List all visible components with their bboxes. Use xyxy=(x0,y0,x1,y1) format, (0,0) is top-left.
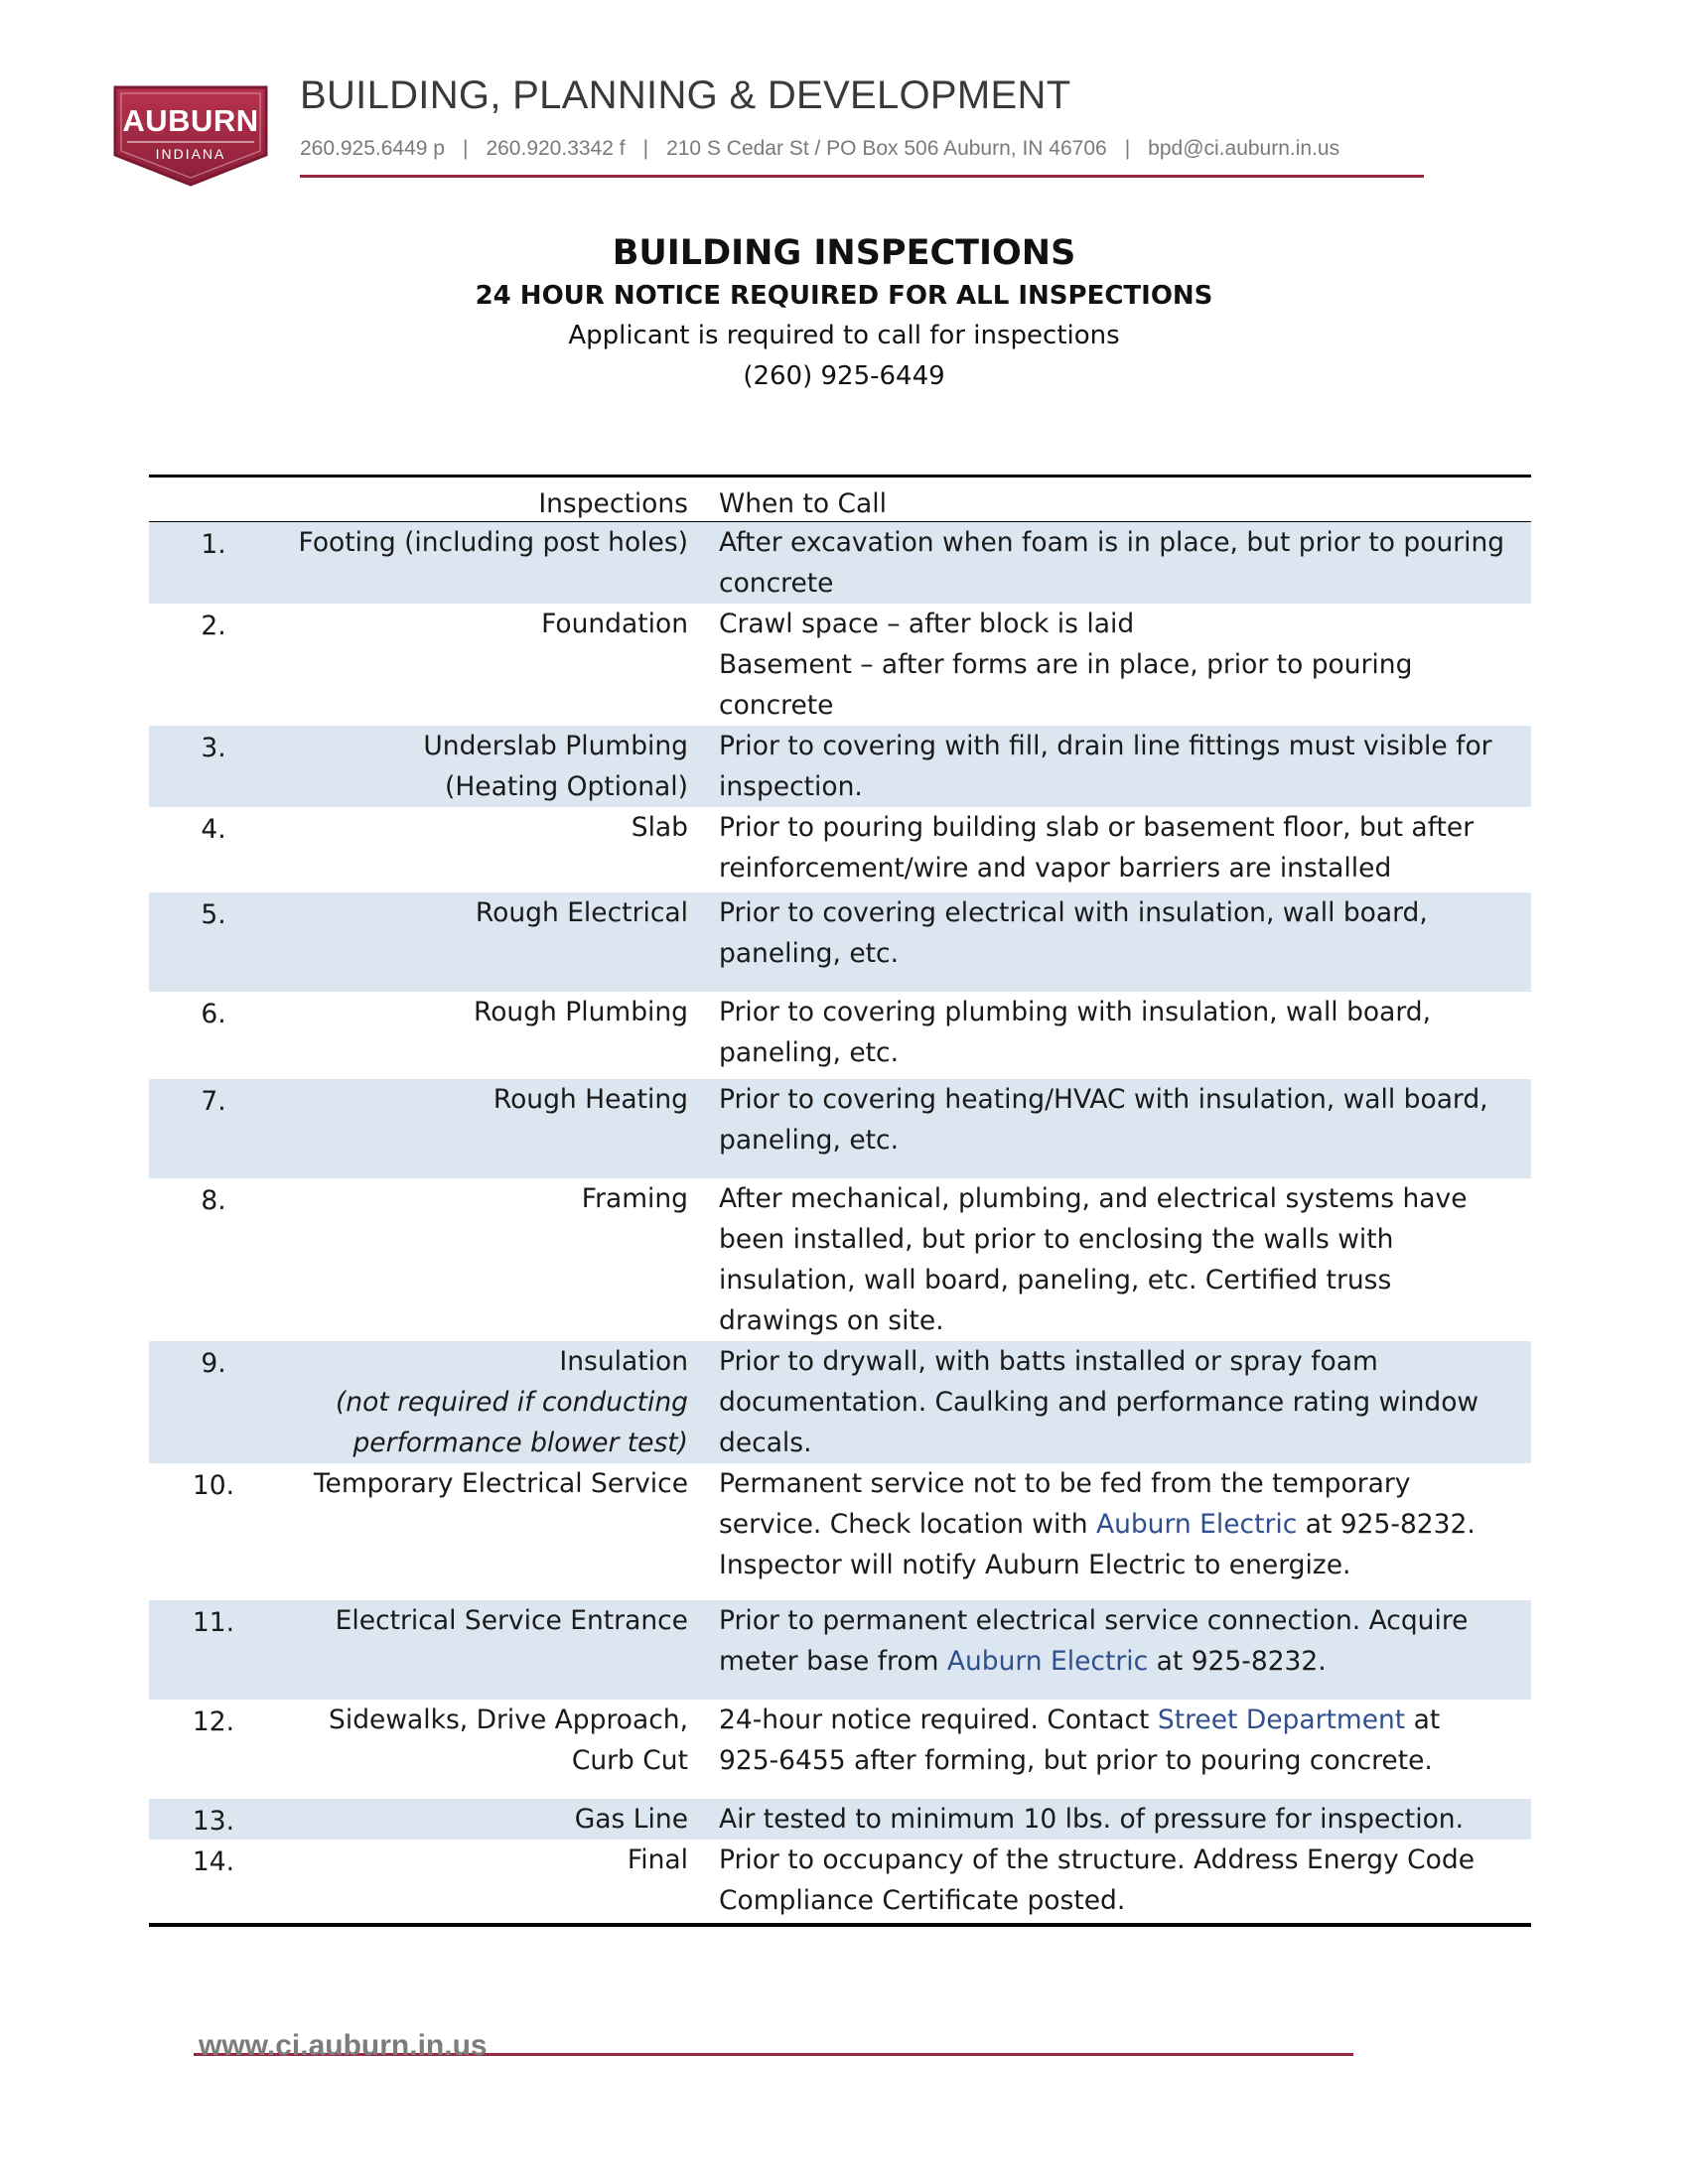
row-number: 14. xyxy=(192,1846,235,1877)
when-text: After mechanical, plumbing, and electrical systems have xyxy=(719,1183,1468,1214)
auburn-electric-link[interactable]: Auburn Electric xyxy=(1095,1509,1298,1540)
fax-number: 260.920.3342 f xyxy=(486,137,626,160)
logo-wordmark: AUBURN xyxy=(122,103,259,138)
when-text: concrete xyxy=(719,690,834,721)
inspection-name: Rough Heating xyxy=(492,1084,688,1115)
table-row xyxy=(149,726,1531,807)
when-text xyxy=(719,1641,1517,1682)
row-number: 8. xyxy=(201,1185,226,1216)
title-block xyxy=(0,230,1688,397)
department-name: BUILDING, PLANNING & DEVELOPMENT xyxy=(300,73,1071,117)
when-text: paneling, etc. xyxy=(719,1125,900,1156)
when-text: Prior to drywall, with batts installed or spray foam xyxy=(719,1346,1378,1377)
inspection-name: Final xyxy=(627,1844,688,1875)
table-row xyxy=(149,1799,1531,1840)
when-text: Prior to permanent electrical service connection. Acquire xyxy=(719,1605,1469,1636)
row-number: 3. xyxy=(201,733,226,763)
when-text: 925-6455 after forming, but prior to pouring concrete. xyxy=(719,1745,1433,1776)
when-text-part: meter base from xyxy=(719,1646,947,1677)
when-text xyxy=(719,1504,1517,1545)
row-number: 7. xyxy=(201,1086,226,1117)
when-text: paneling, etc. xyxy=(719,1037,900,1068)
address: 210 S Cedar St / PO Box 506 Auburn, IN 46706 xyxy=(666,137,1107,160)
when-text: Inspector will notify Auburn Electric to energize. xyxy=(719,1550,1351,1580)
inspection-name: Insulation xyxy=(559,1346,688,1377)
row-number: 12. xyxy=(192,1706,235,1737)
inspection-name: Electrical Service Entrance xyxy=(335,1605,688,1636)
inspection-name: Framing xyxy=(581,1183,688,1214)
inspection-name: Footing (including post holes) xyxy=(298,527,688,558)
inspection-name: Rough Plumbing xyxy=(473,997,688,1027)
when-text: been installed, but prior to enclosing the walls with xyxy=(719,1224,1394,1255)
when-text-part: at xyxy=(1405,1705,1441,1735)
when-text: reinforcement/wire and vapor barriers are installed xyxy=(719,853,1392,884)
table-row xyxy=(149,1463,1531,1600)
instruction-text: Applicant is required to call for inspections xyxy=(568,321,1120,350)
inspection-name: Underslab Plumbing xyxy=(423,731,688,761)
row-number: 9. xyxy=(201,1348,226,1379)
row-number: 6. xyxy=(201,999,226,1029)
inspection-phone: (260) 925-6449 xyxy=(743,361,945,391)
when-text: Prior to covering electrical with insulation, wall board, xyxy=(719,897,1428,928)
table-row xyxy=(149,604,1531,726)
document-subtitle: 24 HOUR NOTICE REQUIRED FOR ALL INSPECTIONS xyxy=(475,281,1213,311)
table-row xyxy=(149,1178,1531,1341)
inspection-note: (not required if conducting xyxy=(335,1387,688,1418)
when-text-part: at 925-8232. xyxy=(1148,1646,1327,1677)
table-row xyxy=(149,1079,1531,1178)
when-text-part: 24-hour notice required. Contact xyxy=(719,1705,1158,1735)
when-text: Air tested to minimum 10 lbs. of pressure for inspection. xyxy=(719,1804,1464,1835)
when-text: Prior to covering plumbing with insulation, wall board, xyxy=(719,997,1432,1027)
table-row xyxy=(149,992,1531,1079)
document-title: BUILDING INSPECTIONS xyxy=(612,233,1076,273)
footer-website-link[interactable]: www.ci.auburn.in.us xyxy=(199,2029,488,2062)
inspection-name: Curb Cut xyxy=(571,1745,688,1776)
table-row xyxy=(149,1700,1531,1799)
inspection-name: Gas Line xyxy=(574,1804,688,1835)
table-row xyxy=(149,1600,1531,1700)
when-text: Prior to covering with fill, drain line fittings must visible for xyxy=(719,731,1492,761)
inspection-name: Slab xyxy=(631,812,688,843)
email-address[interactable]: bpd@ci.auburn.in.us xyxy=(1148,137,1340,160)
letterhead-rule xyxy=(300,175,1424,178)
row-number: 1. xyxy=(201,529,226,560)
street-department-link[interactable]: Street Department xyxy=(1157,1705,1406,1735)
inspection-name: Rough Electrical xyxy=(475,897,688,928)
when-text: decals. xyxy=(719,1428,812,1458)
separator: | xyxy=(642,137,649,160)
when-text: Compliance Certificate posted. xyxy=(719,1885,1126,1916)
inspections-table xyxy=(149,475,1531,1927)
header-inspections: Inspections xyxy=(538,488,688,519)
when-text-part: service. Check location with xyxy=(719,1509,1096,1540)
auburn-electric-link[interactable]: Auburn Electric xyxy=(946,1646,1149,1677)
inspection-name: (Heating Optional) xyxy=(445,771,688,802)
when-text: Basement – after forms are in place, prior to pouring xyxy=(719,649,1413,680)
separator: | xyxy=(1124,137,1131,160)
table-row xyxy=(149,1840,1531,1923)
when-text: Prior to covering heating/HVAC with insulation, wall board, xyxy=(719,1084,1488,1115)
table-row xyxy=(149,892,1531,992)
table-row xyxy=(149,807,1531,892)
phone-number: 260.925.6449 p xyxy=(300,137,445,160)
row-number: 5. xyxy=(201,899,226,930)
inspection-name: Temporary Electrical Service xyxy=(313,1468,688,1499)
header-when-to-call: When to Call xyxy=(719,488,888,519)
when-text: Prior to pouring building slab or basement floor, but after xyxy=(719,812,1475,843)
table-header xyxy=(149,478,1531,522)
inspection-name: Foundation xyxy=(541,609,688,639)
contact-line xyxy=(300,137,1339,161)
when-text: Prior to occupancy of the structure. Address Energy Code xyxy=(719,1844,1475,1875)
when-text: paneling, etc. xyxy=(719,938,900,969)
when-text: drawings on site. xyxy=(719,1305,944,1336)
when-text: inspection. xyxy=(719,771,863,802)
auburn-logo xyxy=(107,81,274,191)
row-number: 11. xyxy=(192,1607,235,1638)
when-text: insulation, wall board, paneling, etc. Certified truss xyxy=(719,1265,1392,1296)
table-row xyxy=(149,1341,1531,1463)
table-bottom-rule xyxy=(149,1923,1531,1927)
logo-state: INDIANA xyxy=(155,146,226,162)
row-number: 2. xyxy=(201,611,226,641)
inspection-name: Sidewalks, Drive Approach, xyxy=(329,1705,688,1735)
when-text: documentation. Caulking and performance rating window xyxy=(719,1387,1479,1418)
row-number: 13. xyxy=(192,1806,235,1837)
when-text: After excavation when foam is in place, but prior to pouring xyxy=(719,527,1505,558)
when-text: Permanent service not to be fed from the temporary xyxy=(719,1468,1411,1499)
table-row xyxy=(149,522,1531,604)
row-number: 4. xyxy=(201,814,226,845)
row-number: 10. xyxy=(192,1470,235,1501)
when-text-part: at 925-8232. xyxy=(1297,1509,1476,1540)
when-text: Crawl space – after block is laid xyxy=(719,609,1135,639)
when-text: concrete xyxy=(719,568,834,599)
inspection-note: performance blower test) xyxy=(352,1428,688,1458)
separator: | xyxy=(462,137,469,160)
when-text xyxy=(719,1700,1517,1740)
